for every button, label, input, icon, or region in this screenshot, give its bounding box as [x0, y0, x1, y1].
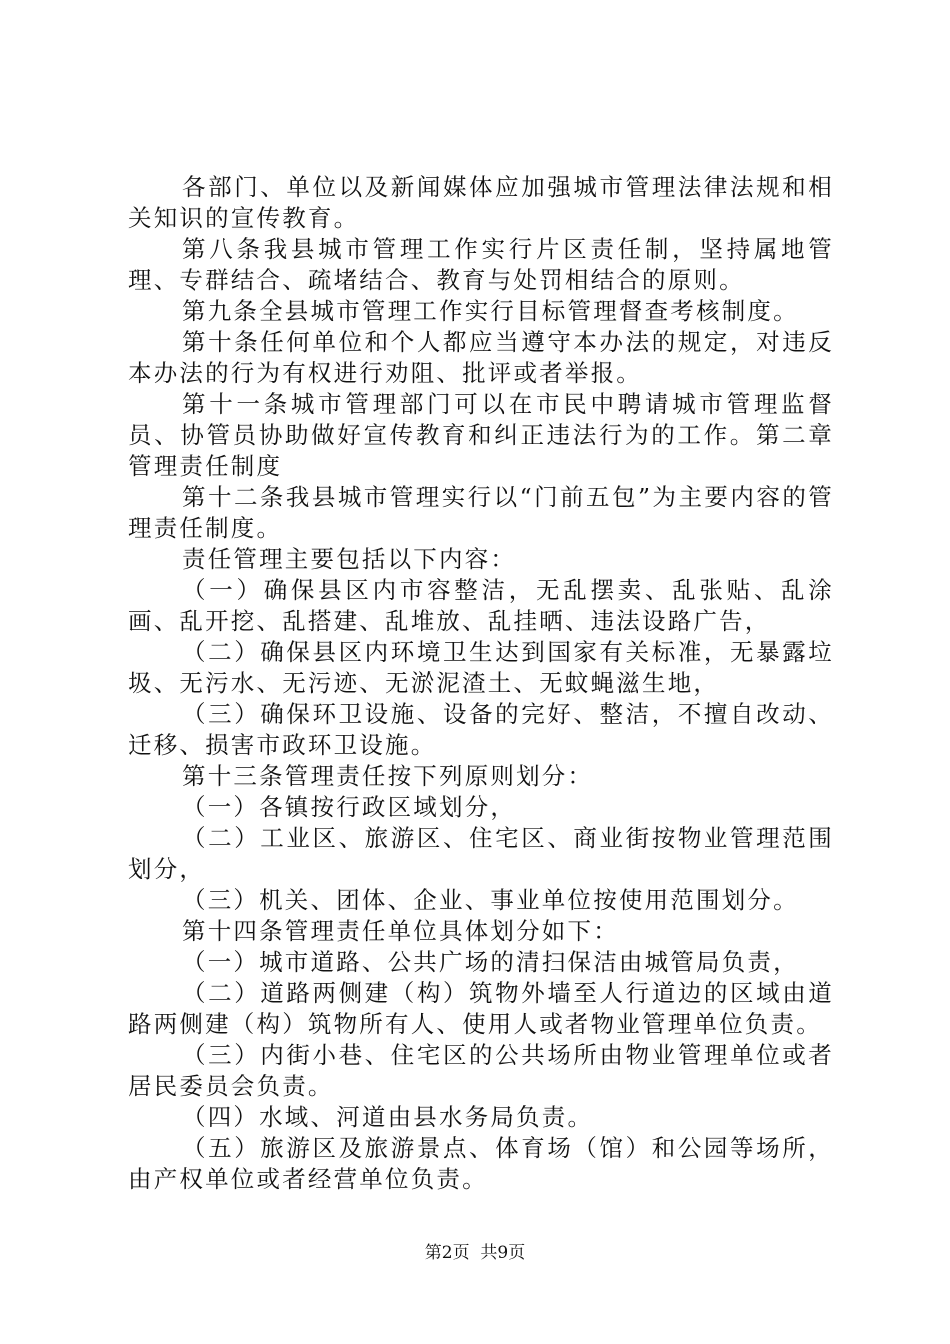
list-item: （四）水域、河道由县水务局负责。 [182, 1103, 594, 1131]
page-number-total: 9 [497, 1243, 509, 1263]
paragraph: 各部门、单位以及新闻媒体应加强城市管理法律法规和相关知识的宣传教育。 [128, 173, 834, 232]
paragraph: 第九条全县城市管理工作实行目标管理督查考核制度。 [182, 297, 799, 325]
list-item: （一）各镇按行政区域划分， [182, 793, 517, 821]
paragraph: 第十二条我县城市管理实行以“门前五包”为主要内容的管理责任制度。 [128, 483, 834, 542]
list-item: （三）机关、团体、企业、事业单位按使用范围划分。 [182, 886, 799, 914]
paragraph: 第十三条管理责任按下列原则划分： [182, 762, 594, 790]
page-number-suffix: 页 [508, 1243, 526, 1263]
page-number-current: 2 [441, 1243, 453, 1263]
page-footer [0, 1242, 950, 1264]
paragraph: 责任管理主要包括以下内容： [182, 545, 517, 573]
list-item: （三）内街小巷、住宅区的公共场所由物业管理单位或者居民委员会负责。 [128, 1041, 834, 1100]
page-number-prefix: 第 [424, 1243, 442, 1263]
paragraph: 第八条我县城市管理工作实行片区责任制，坚持属地管理、专群结合、疏堵结合、教育与处罚相结合的原则。 [128, 235, 834, 294]
paragraph: 第十一条城市管理部门可以在市民中聘请城市管理监督员、协管员协助做好宣传教育和纠正违法行为的工作。第二章管理责任制度 [128, 390, 834, 480]
paragraph: 第十四条管理责任单位具体划分如下： [182, 917, 619, 945]
list-item: （二）道路两侧建（构）筑物外墙至人行道边的区域由道路两侧建（构）筑物所有人、使用人或者物业管理单位负责。 [128, 979, 834, 1038]
list-item: （一）确保县区内市容整洁，无乱摆卖、乱张贴、乱涂画、乱开挖、乱搭建、乱堆放、乱挂晒、违法设路广告， [128, 576, 834, 635]
list-item: （一）城市道路、公共广场的清扫保洁由城管局负责， [182, 948, 799, 976]
list-item: （二）工业区、旅游区、住宅区、商业街按物业管理范围划分， [128, 824, 834, 883]
page-number-separator: 页 共 [452, 1243, 498, 1263]
list-item: （二）确保县区内环境卫生达到国家有关标准，无暴露垃圾、无污水、无污迹、无淤泥渣土、无蚊蝇滋生地， [128, 638, 834, 697]
list-item: （五）旅游区及旅游景点、体育场（馆）和公园等场所，由产权单位或者经营单位负责。 [128, 1134, 834, 1193]
document-body [128, 172, 834, 1195]
list-item: （三）确保环卫设施、设备的完好、整洁，不擅自改动、迁移、损害市政环卫设施。 [128, 700, 834, 759]
paragraph: 第十条任何单位和个人都应当遵守本办法的规定，对违反本办法的行为有权进行劝阻、批评或者举报。 [128, 328, 834, 387]
